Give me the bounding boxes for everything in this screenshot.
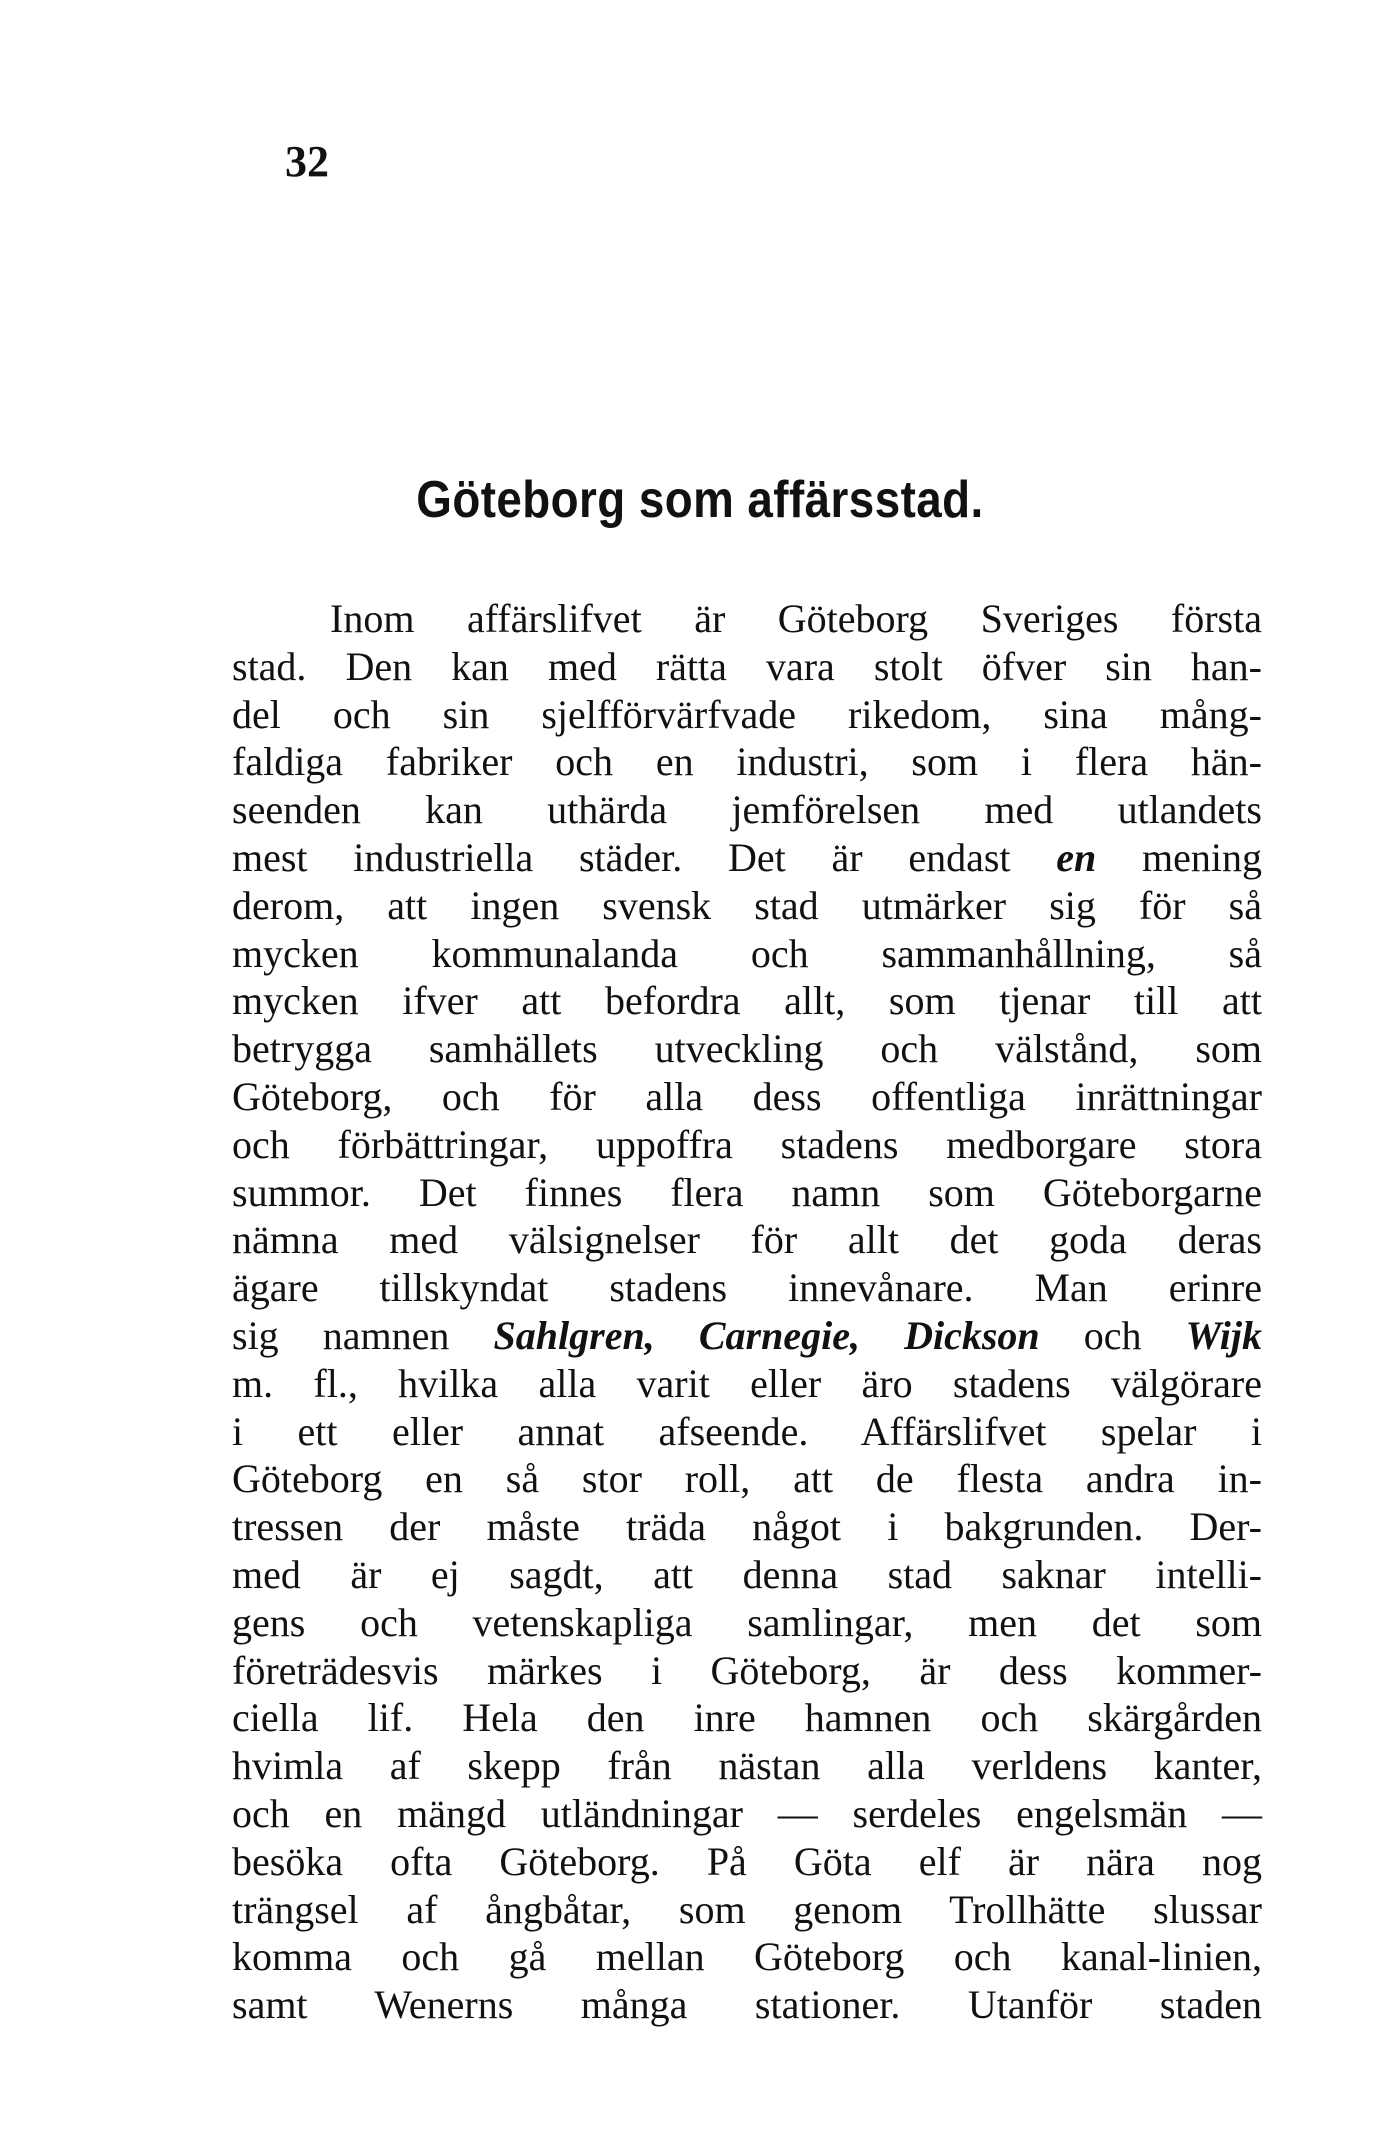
text-line: i ett eller annat afseende. Affärslifvet spelar i	[232, 1408, 1262, 1454]
text-line: ägare tillskyndat stadens innevånare. Man erinre	[232, 1265, 1262, 1311]
text-line: del och sin sjelfförvärfvade rikedom, sina mång-	[232, 691, 1262, 737]
text-line: derom, att ingen svensk stad utmärker sig för så	[232, 882, 1262, 928]
text-line: betrygga samhällets utveckling och välstånd, som	[232, 1026, 1262, 1072]
text-line: trängsel af ångbåtar, som genom Trollhätte slussar	[232, 1886, 1262, 1932]
text-line: stad. Den kan med rätta vara stolt öfver sin han-	[232, 643, 1262, 689]
text-line: hvimla af skepp från nästan alla verldens kanter,	[232, 1743, 1262, 1789]
text-line: företrädesvis märkes i Göteborg, är dess kommer-	[232, 1647, 1262, 1693]
text-line: gens och vetenskapliga samlingar, men det som	[232, 1599, 1262, 1645]
text-line: och förbättringar, uppoffra stadens medborgare stora	[232, 1121, 1262, 1167]
text-line: m. fl., hvilka alla varit eller äro stadens välgörare	[232, 1360, 1262, 1406]
text-line: Inom affärslifvet är Göteborg Sveriges första	[330, 596, 1262, 641]
text-line: mest industriella städer. Det är endast en mening	[232, 834, 1263, 880]
text-line: samt Wenerns många stationer. Utanför staden	[232, 1982, 1262, 2028]
text-line: mycken ifver att befordra allt, som tjenar till att	[232, 978, 1262, 1024]
text-line: komma och gå mellan Göteborg och kanal-linien,	[232, 1934, 1262, 1980]
text-line: Göteborg en så stor roll, att de flesta andra in-	[232, 1456, 1262, 1502]
text-line: nämna med välsignelser för allt det goda deras	[232, 1217, 1262, 1263]
text-line: och en mängd utländningar — serdeles engelsmän —	[232, 1790, 1262, 1836]
text-line: Göteborg, och för alla dess offentliga inrättningar	[232, 1073, 1262, 1119]
text-line: tressen der måste träda något i bakgrunden. Der-	[232, 1504, 1262, 1550]
text-line: summor. Det finnes flera namn som Göteborgarne	[232, 1169, 1262, 1215]
text-line: ciella lif. Hela den inre hamnen och skärgården	[232, 1695, 1262, 1741]
body-text	[232, 595, 1262, 2029]
page-title: Göteborg som affärsstad.	[416, 471, 984, 529]
text-line: med är ej sagdt, att denna stad saknar intelli-	[232, 1551, 1262, 1597]
page-number: 32	[285, 137, 329, 186]
text-line: sig namnen Sahlgren, Carnegie, Dickson och Wijk	[232, 1312, 1262, 1358]
text-line: seenden kan uthärda jemförelsen med utlandets	[232, 787, 1262, 833]
text-line: faldiga fabriker och en industri, som i flera hän-	[232, 739, 1262, 785]
text-line: besöka ofta Göteborg. På Göta elf är nära nog	[232, 1838, 1262, 1884]
text-line: mycken kommunalanda och sammanhållning, så	[232, 930, 1262, 976]
